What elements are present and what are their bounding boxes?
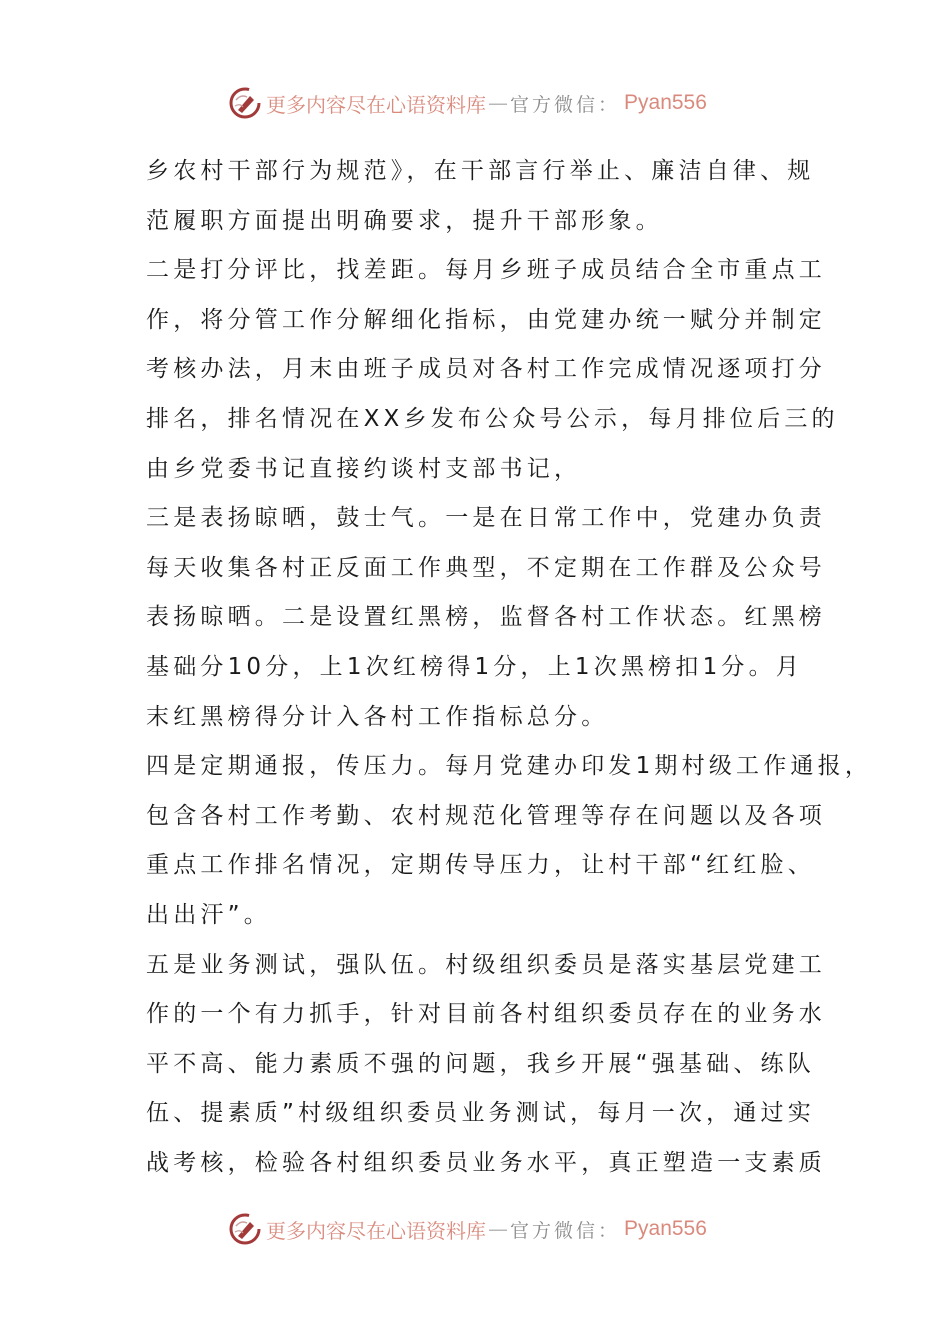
watermark-wechat-id: Pyan556 [624,91,707,114]
pen-nib-logo-icon [228,86,262,120]
document-body [146,147,873,1188]
body-line: 出出汗”。 [146,901,271,928]
watermark-wechat-label: 官方微信： [510,1219,621,1242]
watermark-wechat-label: 官方微信： [510,93,621,116]
body-line: 考核办法，月末由班子成员对各村工作完成情况逐项打分 [146,356,826,383]
body-line: 范履职方面提出明确要求，提升干部形象。 [146,207,663,234]
body-line: 作的一个有力抓手，针对目前各村组织委员存在的业务水 [146,1001,826,1028]
body-line: 表扬晾晒。二是设置红黑榜，监督各村工作状态。红黑榜 [146,604,826,631]
body-line: 排名，排名情况在XX乡发布公众号公示，每月排位后三的 [146,405,839,432]
body-line: 乡农村干部行为规范》，在干部言行举止、廉洁自律、规 [146,158,815,184]
body-line: 三是表扬晾晒，鼓士气。一是在日常工作中，党建办负责 [146,505,826,532]
body-line: 包含各村工作考勤、农村规范化管理等存在问题以及各项 [146,802,826,829]
body-line: 伍、提素质”村级组织委员业务测试，每月一次，通过实 [146,1100,815,1127]
watermark-brand-text: 更多内容尽在心语资料库 [266,92,486,117]
body-line: 基础分10分，上1次红榜得1分，上1次黑榜扣1分。月 [146,653,803,680]
body-line: 四是定期通报，传压力。每月党建办印发1期村级工作通报， [146,753,873,780]
body-line: 二是打分评比，找差距。每月乡班子成员结合全市重点工 [146,257,826,284]
body-line: 平不高、能力素质不强的问题，我乡开展“强基础、练队 [146,1050,815,1077]
pen-nib-logo-icon [228,1212,262,1246]
watermark-wechat-id: Pyan556 [624,1217,707,1240]
footer-watermark [228,1211,707,1247]
body-line: 由乡党委书记直接约谈村支部书记， [146,455,582,482]
body-line: 重点工作排名情况，定期传导压力，让村干部“红红脸、 [146,852,815,879]
body-line: 战考核，检验各村组织委员业务水平，真正塑造一支素质 [146,1149,826,1176]
body-line: 每天收集各村正反面工作典型，不定期在工作群及公众号 [146,554,826,581]
body-line: 末红黑榜得分计入各村工作指标总分。 [146,703,609,730]
body-line: 五是业务测试，强队伍。村级组织委员是落实基层党建工 [146,951,826,978]
body-line: 作，将分管工作分解细化指标，由党建办统一赋分并制定 [146,306,826,333]
watermark-brand-text: 更多内容尽在心语资料库 [266,1218,486,1243]
header-watermark [228,85,707,121]
watermark-dash: — [488,1217,508,1241]
watermark-dash: — [488,91,508,115]
